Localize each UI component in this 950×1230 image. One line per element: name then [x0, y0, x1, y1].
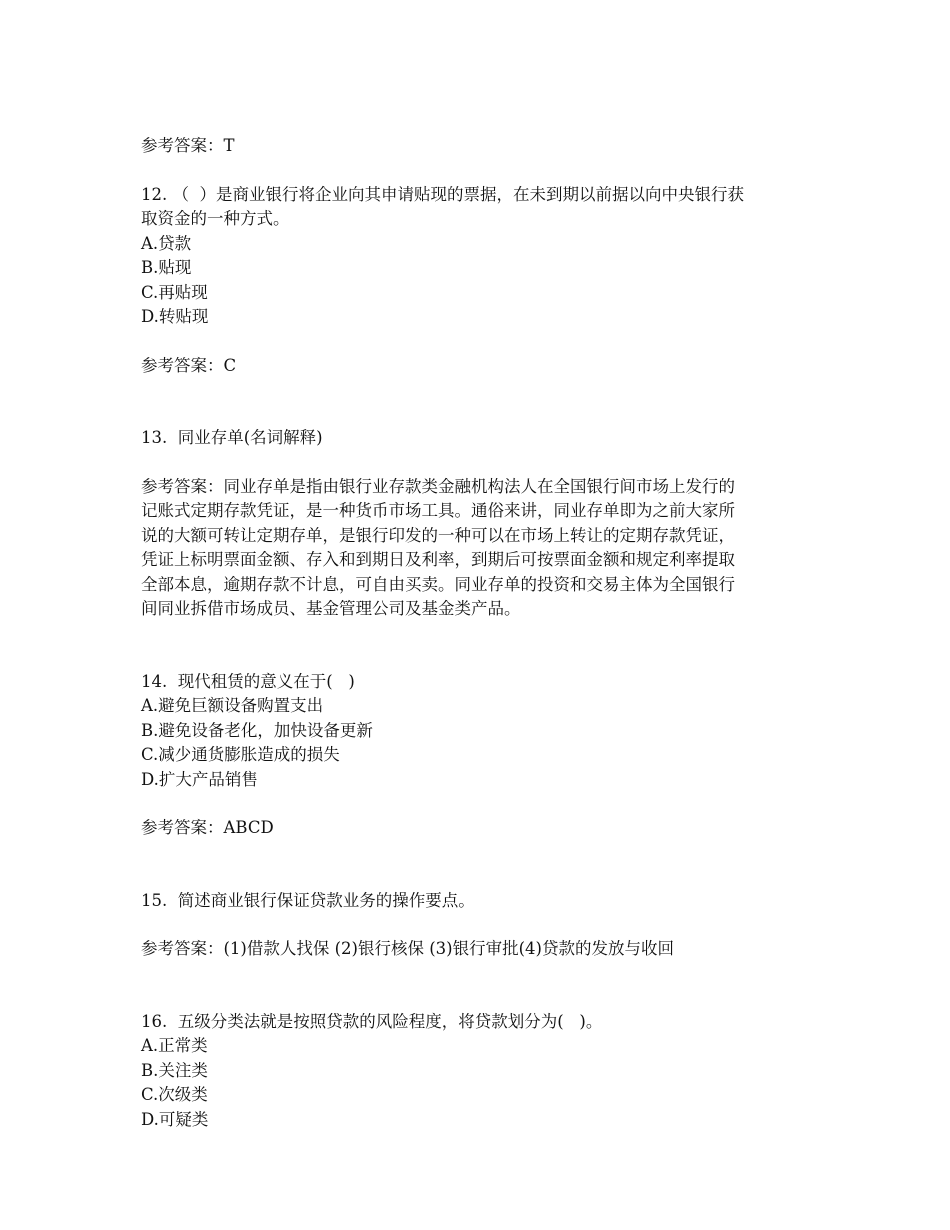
option-c: C.次级类 [141, 1085, 208, 1104]
question-12-stem-cont: 取资金的一种方式。 [141, 209, 290, 228]
option-a: A.正常类 [141, 1036, 208, 1055]
question-13-answer-line: 凭证上标明票面金额、存入和到期日及利率，到期后可按票面金额和规定利率提取 [141, 550, 735, 569]
document-page [141, 134, 821, 1132]
question-12 [141, 183, 821, 379]
question-13-stem: 13. 同业存单(名词解释) [141, 428, 323, 447]
option-a: A.避免巨额设备购置支出 [141, 696, 324, 715]
question-15 [141, 889, 821, 962]
question-15-answer: 参考答案：(1)借款人找保 (2)银行核保 (3)银行审批(4)贷款的发放与收回 [141, 939, 674, 958]
question-15-stem: 15. 简述商业银行保证贷款业务的操作要点。 [141, 890, 475, 910]
option-d: D.扩大产品销售 [141, 769, 258, 789]
prev-answer: 参考答案：T [141, 136, 235, 155]
option-d: D.可疑类 [141, 1109, 209, 1129]
option-c: C.再贴现 [141, 282, 208, 302]
question-13-answer-line: 参考答案：同业存单是指由银行业存款类金融机构法人在全国银行间市场上发行的 [141, 476, 735, 496]
question-16-stem: 16. 五级分类法就是按照贷款的风险程度，将贷款划分为( )。 [141, 1011, 603, 1031]
option-a: A.贷款 [141, 233, 192, 253]
question-13-answer-line: 间同业拆借市场成员、基金管理公司及基金类产品。 [141, 599, 521, 618]
question-13 [141, 426, 821, 622]
option-d: D.转贴现 [141, 307, 209, 326]
question-16 [141, 1010, 821, 1133]
question-13-answer-line: 记账式定期存款凭证，是一种货币市场工具。通俗来讲，同业存单即为之前大家所 [141, 501, 735, 520]
question-12-answer: 参考答案：C [141, 355, 237, 375]
option-b: B.关注类 [141, 1060, 208, 1080]
question-12-stem: 12. （ ）是商业银行将企业向其申请贴现的票据，在未到期以前据以向中央银行获 [141, 184, 744, 204]
question-14 [141, 670, 821, 841]
question-13-answer-line: 全部本息，逾期存款不计息，可自由买卖。同业存单的投资和交易主体为全国银行 [141, 574, 735, 594]
question-14-answer: 参考答案：ABCD [141, 818, 274, 837]
option-b: B.避免设备老化，加快设备更新 [141, 720, 373, 740]
question-14-stem: 14. 现代租赁的意义在于( ) [141, 671, 355, 691]
option-b: B.贴现 [141, 258, 192, 277]
option-c: C.减少通货膨胀造成的损失 [141, 745, 340, 764]
question-13-answer-line: 说的大额可转让定期存单，是银行印发的一种可以在市场上转让的定期存款凭证， [141, 525, 735, 545]
